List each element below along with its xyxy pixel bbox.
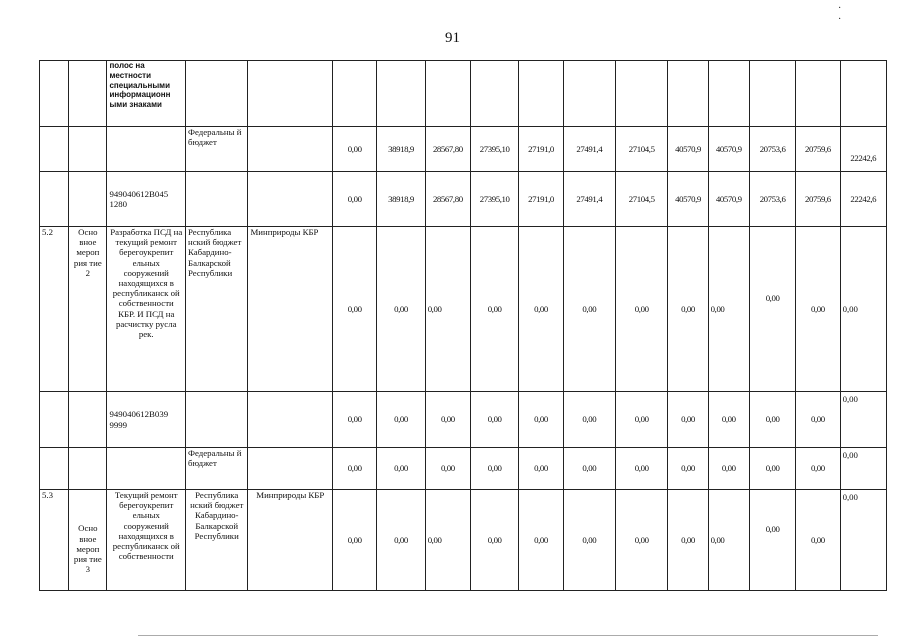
table-row	[40, 172, 887, 227]
value-cell: 27491,4	[563, 127, 615, 172]
event-description: Текущий ремонт берегоукрепит ельных сооружений находящихся в республиканск ой собственности	[107, 490, 186, 591]
value-cell: 27491,4	[563, 172, 615, 227]
value-cell: 40570,9	[668, 127, 708, 172]
table-row	[40, 61, 887, 127]
value-cell: 0,00	[519, 448, 563, 490]
value-cell: 0,00	[377, 227, 425, 392]
value-cell: 0,00	[749, 490, 795, 591]
value-cell: 22242,6	[840, 172, 886, 227]
value-cell: 0,00	[333, 448, 377, 490]
table-row	[40, 127, 887, 172]
value-cell: 27395,10	[471, 127, 519, 172]
value-cell: 27104,5	[616, 127, 668, 172]
value-cell: 0,00	[668, 227, 708, 392]
value-cell: 20753,6	[749, 127, 795, 172]
value-cell: 0,00	[377, 392, 425, 448]
value-cell: 40570,9	[668, 172, 708, 227]
value-cell: 0,00	[333, 127, 377, 172]
value-cell: 0,00	[425, 227, 470, 392]
value-cell: 27395,10	[471, 172, 519, 227]
value-cell: 0,00	[563, 392, 615, 448]
page-number: 91	[445, 30, 460, 46]
value-cell: 0,00	[616, 490, 668, 591]
value-cell: 27104,5	[616, 172, 668, 227]
budget-code: 949040612B039 9999	[107, 392, 186, 448]
value-cell: 0,00	[749, 392, 795, 448]
value-cell: 0,00	[333, 172, 377, 227]
event-type: Осно вное мероп рия тие 2	[69, 227, 107, 392]
value-cell: 0,00	[563, 448, 615, 490]
value-cell: 0,00	[796, 392, 840, 448]
value-cell: 0,00	[563, 227, 615, 392]
funding-source: Республика нский бюджет Кабардино-Балкарской Республики	[186, 227, 248, 392]
value-cell: 0,00	[519, 490, 563, 591]
scan-specks: · ·	[838, 3, 872, 25]
budget-code: 949040612B045 1280	[107, 172, 186, 227]
value-cell: 20753,6	[749, 172, 795, 227]
funding-source: Республика нский бюджет Кабардино-Балкарской Республики	[186, 490, 248, 591]
value-cell: 0,00	[333, 392, 377, 448]
value-cell: 0,00	[668, 490, 708, 591]
event-description: Разработка ПСД на текущий ремонт берегоукрепит ельных сооружений находящихся в республиканск ой собственности КБР. И ПСД на расчистку русла рек.	[107, 227, 186, 392]
value-cell: 0,00	[425, 448, 470, 490]
value-cell: 0,00	[519, 392, 563, 448]
value-cell: 0,00	[749, 448, 795, 490]
value-cell: 0,00	[708, 448, 749, 490]
value-cell: 38918,9	[377, 127, 425, 172]
value-cell: 40570,9	[708, 127, 749, 172]
value-cell: 20759,6	[796, 127, 840, 172]
value-cell: 38918,9	[377, 172, 425, 227]
value-cell: 0,00	[471, 392, 519, 448]
executor: Минприроды КБР	[248, 227, 333, 392]
value-cell: 0,00	[563, 490, 615, 591]
value-cell: 0,00	[471, 490, 519, 591]
value-cell: 0,00	[796, 227, 840, 392]
budget-table	[39, 60, 887, 591]
value-cell: 0,00	[840, 392, 886, 448]
scan-edge-lines	[138, 635, 878, 638]
executor: Минприроды КБР	[248, 490, 333, 591]
value-cell: 0,00	[425, 392, 470, 448]
value-cell: 27191,0	[519, 127, 563, 172]
value-cell: 0,00	[616, 227, 668, 392]
value-cell: 0,00	[471, 448, 519, 490]
value-cell: 0,00	[616, 448, 668, 490]
value-cell: 20759,6	[796, 172, 840, 227]
event-type: Осно вное мероп рия тие 3	[69, 490, 107, 591]
value-cell: 0,00	[519, 227, 563, 392]
value-cell: 0,00	[796, 490, 840, 591]
table-row	[40, 392, 887, 448]
value-cell: 0,00	[840, 490, 886, 591]
event-description: полос на местности специальными информационн ыми знаками	[107, 61, 186, 127]
value-cell: 0,00	[377, 490, 425, 591]
value-cell: 0,00	[668, 448, 708, 490]
value-cell: 0,00	[333, 227, 377, 392]
value-cell: 0,00	[796, 448, 840, 490]
value-cell: 0,00	[377, 448, 425, 490]
value-cell: 0,00	[708, 227, 749, 392]
value-cell: 22242,6	[840, 127, 886, 172]
table-row	[40, 227, 887, 392]
funding-source: Федеральны й бюджет	[186, 127, 248, 172]
row-number: 5.2	[40, 227, 69, 392]
value-cell: 0,00	[333, 490, 377, 591]
table-row	[40, 490, 887, 591]
value-cell: 0,00	[471, 227, 519, 392]
value-cell: 0,00	[668, 392, 708, 448]
funding-source: Федеральны й бюджет	[186, 448, 248, 490]
value-cell: 28567,80	[425, 127, 470, 172]
value-cell: 0,00	[708, 490, 749, 591]
value-cell: 0,00	[616, 392, 668, 448]
value-cell: 28567,80	[425, 172, 470, 227]
value-cell: 27191,0	[519, 172, 563, 227]
value-cell: 0,00	[840, 227, 886, 392]
row-number: 5.3	[40, 490, 69, 591]
table-row	[40, 448, 887, 490]
value-cell: 0,00	[425, 490, 470, 591]
value-cell: 40570,9	[708, 172, 749, 227]
value-cell: 0,00	[708, 392, 749, 448]
value-cell: 0,00	[749, 227, 795, 392]
value-cell: 0,00	[840, 448, 886, 490]
